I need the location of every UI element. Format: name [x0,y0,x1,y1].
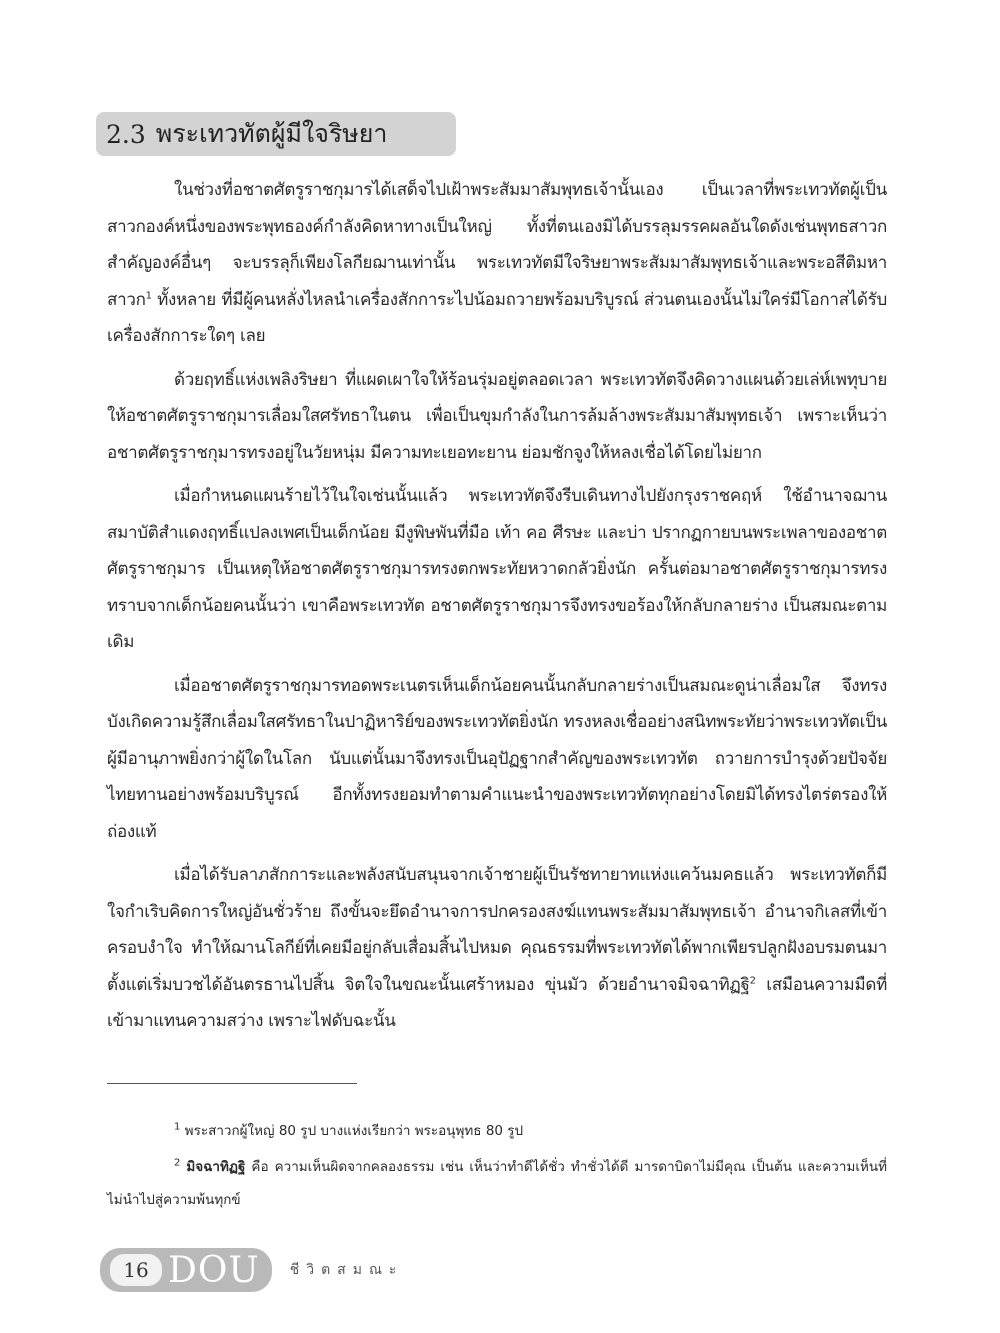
footnote-marker: 1 [174,1121,181,1133]
book-title: ชีวิตสมณะ [289,1262,404,1278]
page-number: 16 [110,1254,162,1286]
footnotes [107,1115,887,1220]
paragraph: ในช่วงที่อชาตศัตรูราชกุมารได้เสด็จไปเฝ้าพระสัมมาสัมพุทธเจ้านั้นเอง เป็นเวลาที่พระเทวทัตผู้เป็นสาวกองค์หนึ่งของพระพุทธองค์กำลังคิดหาทางเป็นใหญ่ ทั้งที่ตนเองมิได้บรรลุมรรคผลอันใดดังเช่นพุทธสาวกสำคัญองค์อื่นๆ จะบรรลุก็เพียงโลกียฌานเท่านั้น พระเทวทัตมีใจริษยาพระสัมมาสัมพุทธเจ้าและพระอสีติมหาสาวก$^1$ ทั้งหลาย ที่มีผู้คนหลั่งไหลนำเครื่องสักการะไปน้อมถวายพร้อมบริบูรณ์ ส่วนตนเองนั้นไม่ใคร่มีโอกาสได้รับเครื่องสักการะใดๆ เลย [107,180,887,346]
paragraph: ด้วยฤทธิ์แห่งเพลิงริษยา ที่แผดเผาใจให้ร้อนรุ่มอยู่ตลอดเวลา พระเทวทัตจึงคิดวางแผนด้วยเล่ห์เพทุบายให้อชาตศัตรูราชกุมารเลื่อมใสศรัทธาในตน เพื่อเป็นขุมกำลังในการล้มล้างพระสัมมาสัมพุทธเจ้า เพราะเห็นว่าอชาตศัตรูราชกุมารทรงอยู่ในวัยหนุ่ม มีความทะเยอทะยาน ย่อมชักจูงให้หลงเชื่อได้โดยไม่ยาก [107,369,887,463]
footnote-ref[interactable]: 1 [145,289,152,301]
section-number: 2.3 [106,119,146,149]
footnote-divider [107,1083,357,1084]
page-badge [100,1248,272,1292]
footnote-term: มิจฉาทิฏฐิ [186,1159,246,1175]
footnote: $^2$ มิจฉาทิฏฐิ คือ ความเห็นผิดจากคลองธรรม เช่น เห็นว่าทำดีได้ชั่ว ทำชั่วได้ดี มารดาบิดาไม่มีคุณ เป็นต้น และความเห็นที่ไม่นำไปสู่ความพ้นทุกข์ [107,1157,888,1208]
page-footer [100,1248,403,1292]
paragraph: เมื่ออชาตศัตรูราชกุมารทอดพระเนตรเห็นเด็กน้อยคนนั้นกลับกลายร่างเป็นสมณะดูน่าเลื่อมใส จึงทรงบังเกิดความรู้สึกเลื่อมใสศรัทธาในปาฏิหาริย์ของพระเทวทัตยิ่งนัก ทรงหลงเชื่ออย่างสนิทพระทัยว่าพระเทวทัตเป็นผู้มีอานุภาพยิ่งกว่าผู้ใดในโลก นับแต่นั้นมาจึงทรงเป็นอุปัฏฐากสำคัญของพระเทวทัต ถวายการบำรุงด้วยปัจจัยไทยทานอย่างพร้อมบริบูรณ์ อีกทั้งทรงยอมทำตามคำแนะนำของพระเทวทัตทุกอย่างโดยมิได้ทรงไตร่ตรองให้ถ่องแท้ [107,675,887,842]
section-title: พระเทวทัตผู้มีใจริษยา [155,119,388,148]
footnote-marker: 2 [174,1157,181,1169]
paragraph: เมื่อได้รับลาภสักการะและพลังสนับสนุนจากเจ้าชายผู้เป็นรัชทายาทแห่งแคว้นมคธแล้ว พระเทวทัตก็มีใจกำเริบคิดการใหญ่อันชั่วร้าย ถึงขั้นจะยึดอำนาจการปกครองสงฆ์แทนพระสัมมาสัมพุทธเจ้า อำนาจกิเลสที่เข้าครอบงำใจ ทำให้ฌานโลกีย์ที่เคยมีอยู่กลับเสื่อมสิ้นไปหมด คุณธรรมที่พระเทวทัตได้พากเพียรปลูกฝังอบรมตนมาตั้งแต่เริ่มบวชได้อันตรธานไปสิ้น จิตใจในขณะนั้นเศร้าหมอง ขุ่นมัว ด้วยอำนาจมิจฉาทิฏฐิ$^2$ เสมือนความมืดที่เข้ามาแทนความสว่าง เพราะไฟดับฉะนั้น [107,865,887,1031]
footnote: $^1$ พระสาวกผู้ใหญ่ 80 รูป บางแห่งเรียกว่า พระอนุพุทธ 80 รูป [174,1121,524,1139]
section-heading [96,112,456,156]
body-text [107,172,887,1047]
paragraph: เมื่อกำหนดแผนร้ายไว้ในใจเช่นนั้นแล้ว พระเทวทัตจึงรีบเดินทางไปยังกรุงราชคฤห์ ใช้อำนาจฌานสมาบัติสำแดงฤทธิ์แปลงเพศเป็นเด็กน้อย มีงูพิษพันที่มือ เท้า คอ ศีรษะ และบ่า ปรากฏกายบนพระเพลาของอชาตศัตรูราชกุมาร เป็นเหตุให้อชาตศัตรูราชกุมารทรงตกพระทัยหวาดกลัวยิ่งนัก ครั้นต่อมาอชาตศัตรูราชกุมารทรงทราบจากเด็กน้อยคนนั้นว่า เขาคือพระเทวทัต อชาตศัตรูราชกุมารจึงทรงขอร้องให้กลับกลายร่าง เป็นสมณะตามเดิม [107,486,887,652]
footnote-ref[interactable]: 2 [749,974,756,986]
series-logo: DOU [168,1249,260,1291]
